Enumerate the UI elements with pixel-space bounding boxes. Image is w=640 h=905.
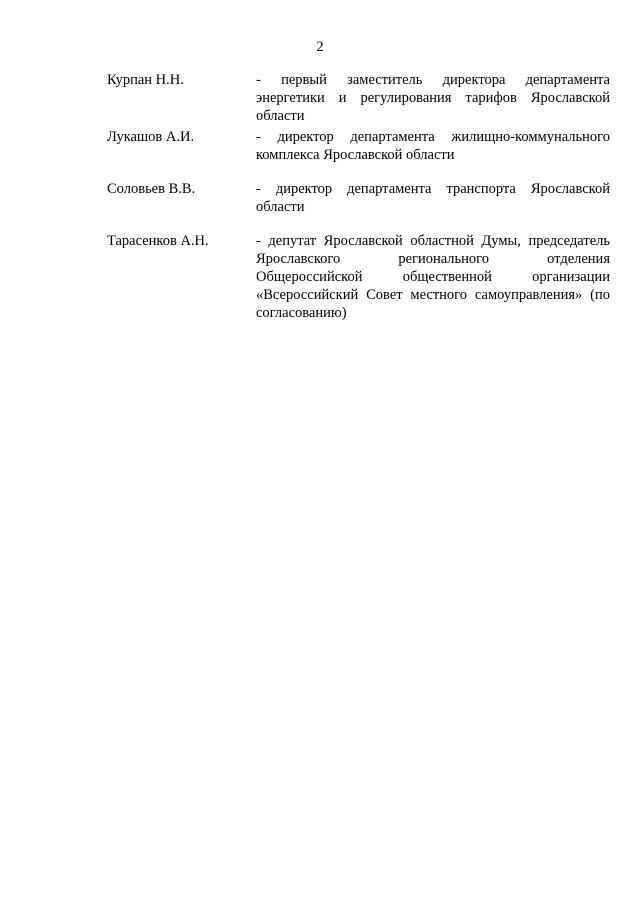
member-position: - депутат Ярославской областной Думы, председатель Ярославского регионального отделения Общероссийской общественной организации «Всероссийский Совет местного самоуправления» (по согласованию) — [256, 233, 610, 321]
member-name: Курпан Н.Н. — [107, 72, 184, 88]
member-entry — [107, 180, 610, 216]
member-position: - директор департамента транспорта Ярославской области — [256, 181, 610, 215]
member-position: - первый заместитель директора департамента энергетики и регулирования тарифов Ярославской области — [256, 72, 610, 124]
member-name: Соловьев В.В. — [107, 181, 196, 197]
member-position: - директор департамента жилищно-коммунального комплекса Ярославской области — [256, 129, 610, 163]
member-entry — [107, 232, 610, 322]
member-name: Лукашов А.И. — [107, 129, 195, 145]
member-entry — [107, 71, 610, 125]
page-number: 2 — [316, 39, 324, 55]
member-entry — [107, 128, 610, 164]
member-name: Тарасенков А.Н. — [107, 233, 209, 249]
member-list — [107, 71, 610, 322]
